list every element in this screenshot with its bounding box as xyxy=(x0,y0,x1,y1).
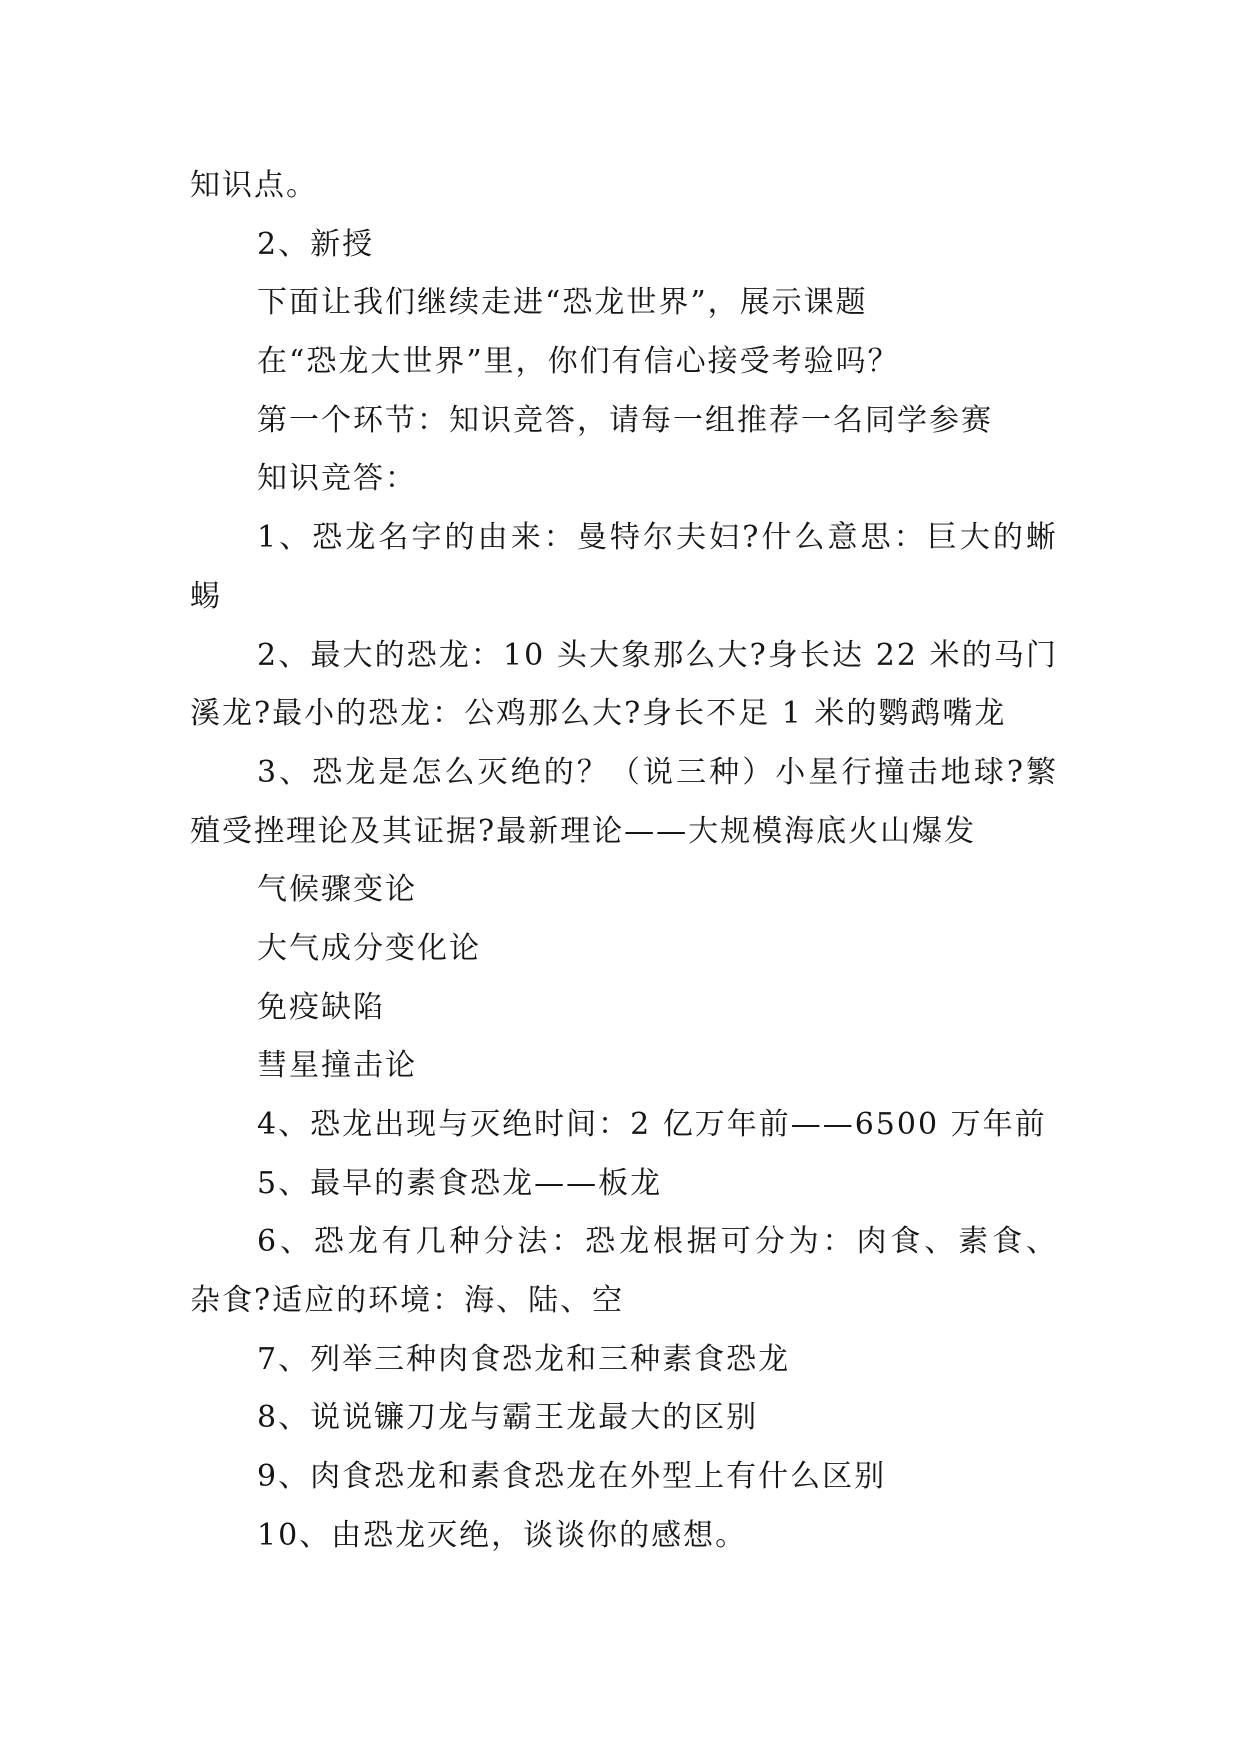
text-line: 在“恐龙大世界”里，你们有信心接受考验吗？ xyxy=(257,344,900,380)
quiz-heading xyxy=(190,450,1058,509)
quiz-item xyxy=(190,509,1058,626)
text-line: 下面让我们继续走进“恐龙世界”，展示课题 xyxy=(257,285,868,321)
paragraph xyxy=(190,333,1058,392)
paragraph xyxy=(190,392,1058,451)
theory-item xyxy=(190,861,1058,920)
text-line: 蜴 xyxy=(190,578,222,614)
text-line: 2、新授 xyxy=(257,226,375,262)
text-line: 第一个环节：知识竞答，请每一组推荐一名同学参赛 xyxy=(257,402,993,438)
text-line: 杂食?适应的环境：海、陆、空 xyxy=(190,1283,625,1319)
quiz-item xyxy=(190,1507,1058,1566)
text-line: 1、恐龙名字的由来：曼特尔夫妇?什么意思：巨大的蜥 xyxy=(257,520,1058,556)
text-line: 知识点。 xyxy=(190,168,318,203)
text-line: 2、最大的恐龙：10 头大象那么大?身长达 22 米的马门 xyxy=(257,637,1058,673)
quiz-item xyxy=(190,627,1058,744)
text-line: 溪龙?最小的恐龙：公鸡那么大?身长不足 1 米的鹦鹉嘴龙 xyxy=(190,696,1007,732)
section-heading-new-lesson xyxy=(190,216,1058,275)
text-line: 3、恐龙是怎么灭绝的？（说三种）小星行撞击地球?繁 xyxy=(257,754,1058,790)
paragraph xyxy=(190,274,1058,333)
quiz-item xyxy=(190,1096,1058,1155)
quiz-item xyxy=(190,1331,1058,1390)
text-line: 气候骤变论 xyxy=(257,872,417,908)
paragraph-continuation xyxy=(190,157,1058,216)
text-line: 9、肉食恐龙和素食恐龙在外型上有什么区别 xyxy=(257,1459,887,1495)
text-line: 彗星撞击论 xyxy=(257,1048,417,1084)
text-line: 知识竞答： xyxy=(257,461,417,497)
text-line: 殖受挫理论及其证据?最新理论——大规模海底火山爆发 xyxy=(190,813,977,849)
text-line: 免疫缺陷 xyxy=(257,989,385,1025)
text-line: 大气成分变化论 xyxy=(257,930,481,966)
quiz-item xyxy=(190,1155,1058,1214)
quiz-item xyxy=(190,1448,1058,1507)
document-body xyxy=(190,157,1058,1566)
quiz-item xyxy=(190,1389,1058,1448)
theory-item xyxy=(190,920,1058,979)
quiz-item xyxy=(190,1213,1058,1330)
text-line: 4、恐龙出现与灭绝时间：2 亿万年前——6500 万年前 xyxy=(257,1107,1047,1142)
text-line: 8、说说镰刀龙与霸王龙最大的区别 xyxy=(257,1400,759,1436)
theory-item xyxy=(190,979,1058,1038)
text-line: 10、由恐龙灭绝，谈谈你的感想。 xyxy=(257,1517,748,1553)
theory-item xyxy=(190,1037,1058,1096)
text-line: 7、列举三种肉食恐龙和三种素食恐龙 xyxy=(257,1341,791,1377)
text-line: 6、恐龙有几种分法：恐龙根据可分为：肉食、素食、 xyxy=(257,1224,1058,1260)
text-line: 5、最早的素食恐龙——板龙 xyxy=(257,1165,663,1201)
quiz-item xyxy=(190,744,1058,861)
